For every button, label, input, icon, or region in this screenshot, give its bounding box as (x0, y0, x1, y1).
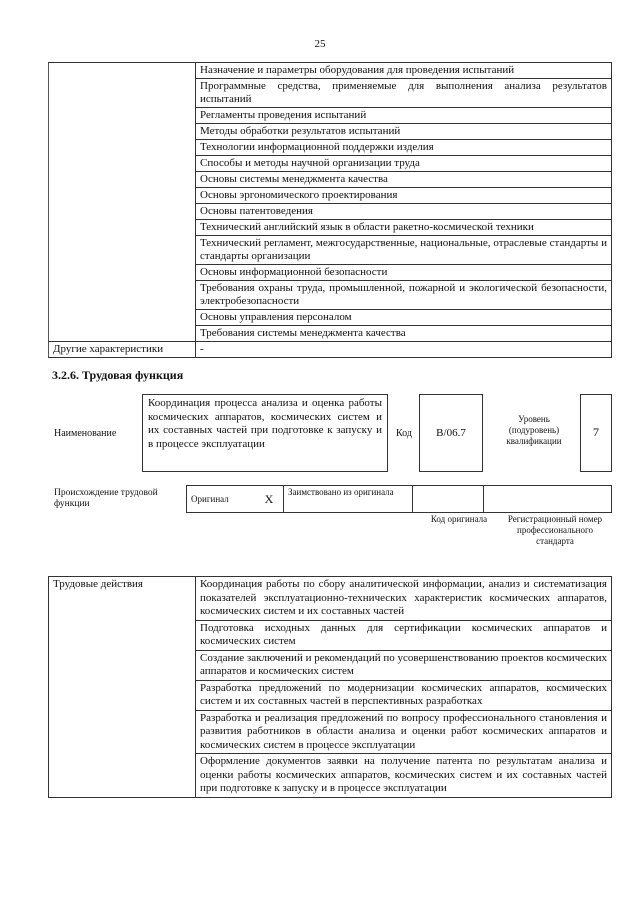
reg-caption: Регистрационный номер профессионального стандарта (507, 514, 603, 546)
origin-label: Происхождение трудовой функции (54, 488, 158, 509)
labor-actions-table (48, 576, 612, 798)
level-value: 7 (580, 394, 612, 472)
original-mark: X (255, 486, 284, 513)
function-code: B/06.7 (419, 394, 483, 472)
knowledge-item: Назначение и параметры оборудования для проведения испытаний (196, 63, 612, 79)
page-number: 25 (314, 38, 326, 50)
knowledge-item: Основы управления персоналом (196, 310, 612, 326)
reg-number-cell (484, 486, 612, 513)
code-label: Код (396, 428, 412, 439)
function-name: Координация процесса анализа и оценка работы космических аппаратов, космических систем и их составных частей при подготовке к запуску и в процессе эксплуатации (142, 394, 388, 472)
other-characteristics-row (49, 342, 612, 358)
knowledge-item: Программные средства, применяемые для выполнения анализа результатов испытаний (196, 79, 612, 108)
other-characteristics-label: Другие характеристики (49, 342, 196, 358)
knowledge-row (49, 63, 612, 79)
level-label: Уровень (подуровень) квалификации (506, 414, 562, 446)
knowledge-item: Технологии информационной поддержки изделия (196, 140, 612, 156)
labor-action-item: Оформление документов заявки на получение патента по результатам анализа и оценки работы космических аппаратов, космических систем и их составных частей при подготовке к запуску и в процессе эксплуатации (196, 754, 612, 798)
knowledge-item: Регламенты проведения испытаний (196, 108, 612, 124)
labor-action-item: Разработка предложений по модернизации космических аппаратов, космических систем и их составных частей в перспективных разработках (196, 680, 612, 710)
knowledge-item: Методы обработки результатов испытаний (196, 124, 612, 140)
other-characteristics-value: - (196, 342, 612, 358)
labor-action-item: Разработка и реализация предложений по вопросу профессионального становления и развития работников в области анализа и оценки работ космических аппаратов и космических систем в процессе эксплуатации (196, 710, 612, 754)
name-label: Наименование (54, 428, 117, 439)
origin-table (186, 485, 612, 513)
borrowed-label: Заимствовано из оригинала (284, 486, 413, 513)
knowledge-item: Основы системы менеджмента качества (196, 172, 612, 188)
knowledge-item: Основы информационной безопасности (196, 265, 612, 281)
knowledge-item: Основы эргономического проектирования (196, 188, 612, 204)
knowledge-item: Технический регламент, межгосударственные, национальные, отраслевые стандарты и стандарты организации (196, 236, 612, 265)
knowledge-item: Основы патентоведения (196, 204, 612, 220)
code-caption: Код оригинала (430, 514, 488, 524)
labor-action-item: Создание заключений и рекомендаций по усовершенствованию проектов космических аппаратов и космических систем (196, 650, 612, 680)
knowledge-label-cell (49, 63, 196, 342)
knowledge-item: Способы и методы научной организации труда (196, 156, 612, 172)
labor-action-item: Координация работы по сбору аналитической информации, анализ и систематизация показателей эксплуатационно-технических характеристик космических аппаратов, космических систем и их составных частей (196, 577, 612, 621)
original-label: Оригинал (187, 486, 256, 513)
original-code-cell (413, 486, 484, 513)
knowledge-table (48, 62, 612, 358)
labor-action-row (49, 577, 612, 621)
section-title: 3.2.6. Трудовая функция (52, 368, 184, 382)
labor-action-item: Подготовка исходных данных для сертификации космических аппаратов и космических систем (196, 620, 612, 650)
labor-actions-label: Трудовые действия (49, 577, 196, 798)
knowledge-item: Требования охраны труда, промышленной, пожарной и экологической безопасности, электробезопасности (196, 281, 612, 310)
knowledge-item: Технический английский язык в области ракетно-космической техники (196, 220, 612, 236)
knowledge-item: Требования системы менеджмента качества (196, 326, 612, 342)
